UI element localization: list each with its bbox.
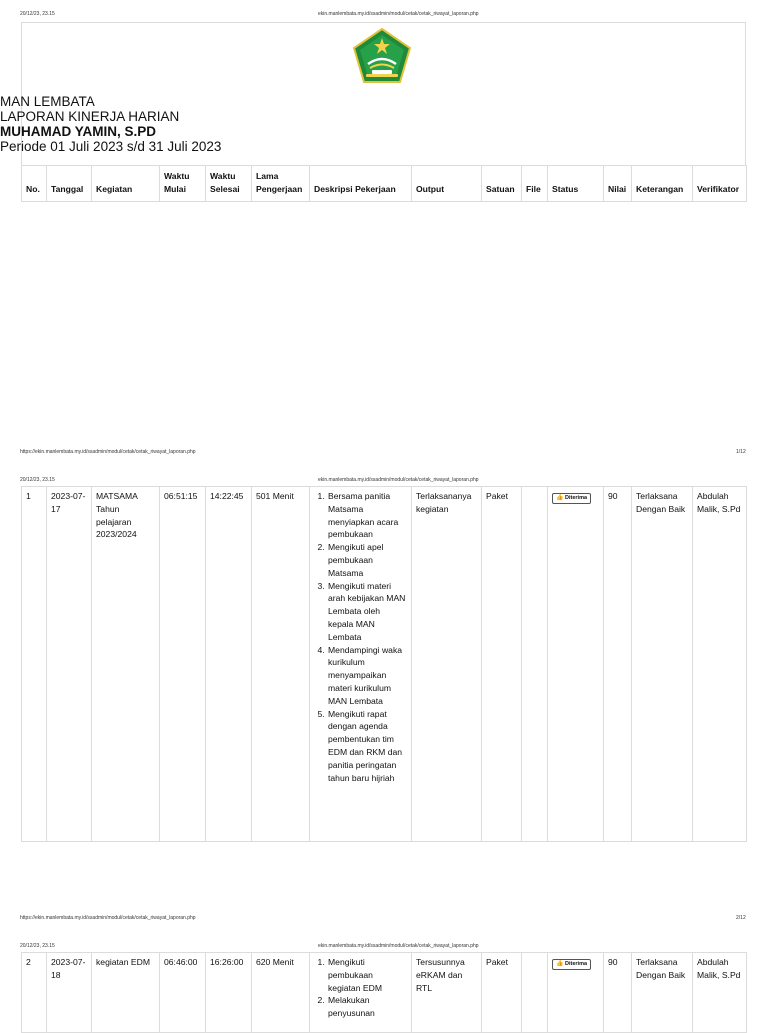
col-lama: Lama Pengerjaan — [252, 166, 310, 202]
col-kegiatan: Kegiatan — [92, 166, 160, 202]
cell-status — [548, 953, 604, 1033]
cell-waktu-mulai: 06:46:00 — [160, 953, 206, 1033]
list-item: 3. Mengikuti materi arah kebijakan MAN Lembata oleh kepala MAN Lembata — [327, 580, 407, 644]
cell-keterangan: Terlaksana Dengan Baik — [632, 487, 693, 842]
list-item: 1. Bersama panitia Matsama menyiapkan acara pembukaan — [327, 490, 407, 541]
list-item: 1. Mengikuti pembukaan kegiatan EDM — [327, 956, 407, 994]
print-url: ekin.manlembata.my.id/ssadmin/modul/cetak/cetak_riwayat_laporan.php — [318, 943, 479, 949]
col-satuan: Satuan — [482, 166, 522, 202]
report-title: LAPORAN KINERJA HARIAN — [0, 109, 180, 124]
col-waktu-selesai: Waktu Selesai — [206, 166, 252, 202]
deskripsi-list — [314, 956, 407, 1020]
cell-output: Terlaksananya kegiatan — [412, 487, 482, 842]
table-row — [22, 953, 747, 1033]
cell-file — [522, 953, 548, 1033]
list-item: 2. Melakukan penyusunan — [327, 994, 407, 1020]
cell-no: 1 — [22, 487, 47, 842]
cell-waktu-selesai: 16:26:00 — [206, 953, 252, 1033]
institution-name: MAN LEMBATA — [0, 94, 95, 109]
status-label: Diterima — [565, 961, 588, 967]
report-table-header — [21, 165, 747, 202]
report-table — [21, 952, 747, 1033]
cell-file — [522, 487, 548, 842]
print-url-footer: https://ekin.manlembata.my.id/ssadmin/modul/cetak/cetak_riwayat_laporan.php — [20, 915, 196, 921]
cell-nilai: 90 — [604, 953, 632, 1033]
col-verifikator: Verifikator — [693, 166, 747, 202]
status-label: Diterima — [565, 495, 588, 501]
cell-waktu-selesai: 14:22:45 — [206, 487, 252, 842]
col-output: Output — [412, 166, 482, 202]
report-period: Periode 01 Juli 2023 s/d 31 Juli 2023 — [0, 139, 222, 154]
cell-deskripsi — [310, 487, 412, 842]
list-item: 2. Mengikuti apel pembukaan Matsama — [327, 541, 407, 579]
cell-keterangan: Terlaksana Dengan Baik — [632, 953, 693, 1033]
list-item: 5. Mengikuti rapat dengan agenda pembentukan tim EDM dan RKM dan panitia peringatan tahun baru hijriah — [327, 708, 407, 785]
cell-satuan: Paket — [482, 487, 522, 842]
cell-status — [548, 487, 604, 842]
col-status: Status — [548, 166, 604, 202]
employee-name: MUHAMAD YAMIN, S.PD — [0, 124, 157, 139]
cell-tanggal: 2023-07-17 — [47, 487, 92, 842]
thumbs-up-icon: 👍 — [556, 961, 564, 967]
col-waktu-mulai: Waktu Mulai — [160, 166, 206, 202]
print-datetime: 20/12/23, 23.15 — [20, 11, 55, 17]
cell-tanggal: 2023-07-18 — [47, 953, 92, 1033]
col-no: No. — [22, 166, 47, 202]
cell-kegiatan: kegiatan EDM — [92, 953, 160, 1033]
col-tanggal: Tanggal — [47, 166, 92, 202]
status-badge — [552, 959, 591, 970]
cell-lama: 501 Menit — [252, 487, 310, 842]
print-url: ekin.manlembata.my.id/ssadmin/modul/cetak/cetak_riwayat_laporan.php — [318, 477, 479, 483]
cell-lama: 620 Menit — [252, 953, 310, 1033]
deskripsi-list — [314, 490, 407, 784]
cell-satuan: Paket — [482, 953, 522, 1033]
report-table — [21, 486, 747, 842]
table-row — [22, 487, 747, 842]
cell-deskripsi — [310, 953, 412, 1033]
col-keterangan: Keterangan — [632, 166, 693, 202]
page-number: 2/12 — [736, 915, 746, 921]
cell-kegiatan: MATSAMA Tahun pelajaran 2023/2024 — [92, 487, 160, 842]
kemenag-logo-icon — [352, 28, 412, 84]
cell-no: 2 — [22, 953, 47, 1033]
status-badge — [552, 493, 591, 504]
cell-output: Tersusunnya eRKAM dan RTL — [412, 953, 482, 1033]
print-url-footer: https://ekin.manlembata.my.id/ssadmin/modul/cetak/cetak_riwayat_laporan.php — [20, 449, 196, 455]
cell-verifikator: Abdulah Malik, S.Pd — [693, 487, 747, 842]
col-deskripsi: Deskripsi Pekerjaan — [310, 166, 412, 202]
cell-waktu-mulai: 06:51:15 — [160, 487, 206, 842]
thumbs-up-icon: 👍 — [556, 495, 564, 501]
col-nilai: Nilai — [604, 166, 632, 202]
page-number: 1/12 — [736, 449, 746, 455]
cell-nilai: 90 — [604, 487, 632, 842]
print-url: ekin.manlembata.my.id/ssadmin/modul/cetak/cetak_riwayat_laporan.php — [318, 11, 479, 17]
cell-verifikator: Abdulah Malik, S.Pd — [693, 953, 747, 1033]
list-item: 4. Mendampingi waka kurikulum menyampaikan materi kurikulum MAN Lembata — [327, 644, 407, 708]
print-datetime: 20/12/23, 23.15 — [20, 477, 55, 483]
col-file: File — [522, 166, 548, 202]
print-datetime: 20/12/23, 23.15 — [20, 943, 55, 949]
